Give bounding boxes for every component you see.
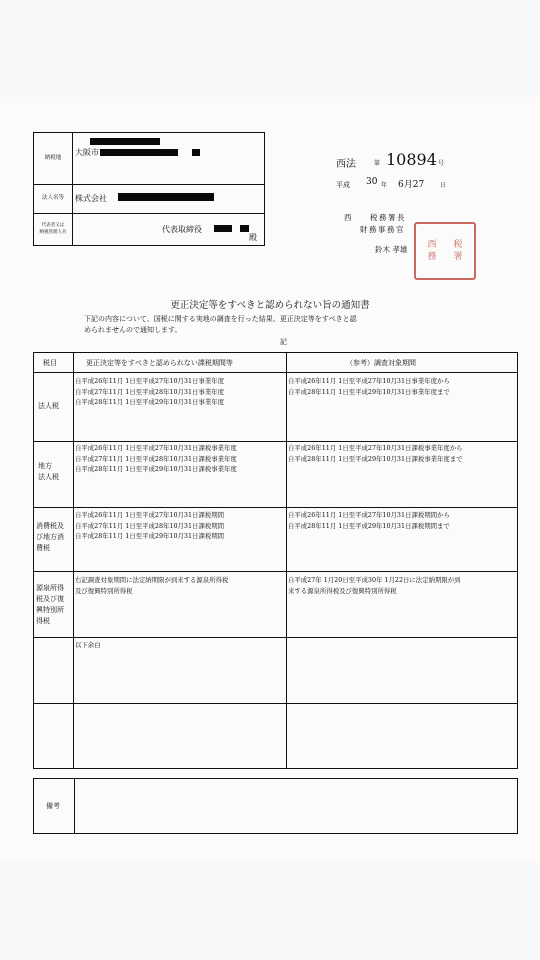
redaction-bar	[90, 138, 160, 145]
seal-char: 署	[453, 252, 463, 262]
period-cell: 自平成26年11月 1日至平成27年10月31日事業年度 自平成27年11月 1日至平成28年10月31日事業年度 自平成28年11月 1日至平成29年10月31日事業年度	[75, 377, 225, 406]
date-era: 平成	[336, 181, 350, 189]
name-row	[34, 184, 264, 214]
date-day-suffix: 日	[440, 182, 447, 189]
official-seal	[414, 222, 476, 280]
intro-line: められませんので通知します。	[84, 326, 182, 334]
honorific: 殿	[249, 233, 257, 242]
tax-item-label: 源泉所得 税及び復 興特別所 得税	[36, 584, 64, 625]
row-divider	[34, 372, 517, 373]
tax-period-table	[33, 352, 518, 769]
column-divider	[74, 779, 75, 833]
address-row	[34, 133, 264, 185]
row-divider	[34, 703, 517, 704]
redaction-bar	[214, 225, 232, 232]
redaction-bar	[192, 149, 200, 156]
document-title: 更正決定等をすべきと認められない旨の通知書	[170, 300, 370, 311]
date-year-suffix: 年	[381, 182, 388, 189]
name-label: 法人名等	[34, 184, 73, 213]
tax-item-label: 消費税及 び地方消 費税	[36, 522, 64, 552]
period-cell: 自平成26年11月 1日至平成27年10月31日課税事業年度 自平成27年11月 1日至平成28年10月31日課税事業年度 自平成28年11月 1日至平成29年10月31日課税事業年度	[75, 444, 237, 473]
ki-marker: 記	[280, 338, 287, 346]
period-cell: 自平成26年11月 1日至平成27年10月31日課税期間 自平成27年11月 1日至平成28年10月31日課税期間 自平成28年11月 1日至平成29年10月31日課税期間	[75, 511, 225, 540]
bottom-bar	[0, 862, 540, 960]
taxpayer-box	[33, 132, 265, 246]
seal-char: 務	[427, 252, 437, 262]
remarks-label: 備考	[46, 802, 60, 810]
official-name: 鈴木 孝雄	[375, 245, 408, 254]
row-divider	[34, 637, 517, 638]
document-number: 10894	[386, 150, 437, 169]
row-divider	[34, 441, 517, 442]
remarks-box	[33, 778, 518, 834]
number-suffix: 号	[438, 160, 445, 167]
official-title: 財務事務官	[360, 225, 405, 234]
header-survey: （参考）調査対象期間	[346, 359, 416, 367]
survey-cell: 自平成26年11月 1日至平成27年10月31日課税事業年度から 自平成28年11月 1日至平成29年10月31日課税事業年度まで	[288, 444, 463, 463]
survey-cell: 自平成26年11月 1日至平成27年10月31日事業年度から 自平成28年11月 1日至平成29年10月31日事業年度まで	[288, 377, 450, 396]
company-name: 株式会社	[75, 194, 107, 203]
survey-cell: 自平成26年11月 1日至平成27年10月31日課税期間から 自平成28年11月 1日至平成29年10月31日課税期間まで	[288, 511, 450, 530]
office-prefix: 西法	[336, 159, 356, 170]
tax-item-label: 地方 法人税	[38, 462, 59, 481]
representative-title: 代表取締役	[162, 225, 202, 234]
date-month-day: 6月27	[398, 180, 425, 190]
column-divider	[286, 353, 287, 768]
address-value: 大阪市	[75, 148, 99, 157]
survey-cell: 自平成27年 1月20日至平成30年 1月22日に法定納期限が到 来する源泉所得税及び復興特別所得税	[288, 576, 461, 595]
top-bar	[0, 0, 540, 97]
tax-item-label: 法人税	[38, 402, 59, 410]
redaction-bar	[240, 225, 249, 232]
number-prefix: 第	[374, 160, 381, 167]
date-year: 30	[366, 177, 378, 187]
redaction-bar	[100, 149, 178, 156]
intro-line: 下記の内容について、国税に関する実地の調査を行った結果、更正決定等をすべきと認	[84, 315, 357, 323]
redaction-bar	[118, 193, 214, 201]
office-name: 西	[344, 213, 352, 222]
representative-label: 代表者又は 納税管理人名	[34, 213, 73, 245]
header-tax-item: 税目	[43, 359, 57, 367]
row-divider	[34, 571, 517, 572]
seal-char: 西	[427, 240, 437, 250]
period-cell: 以下余白	[75, 641, 101, 649]
address-label: 納税地	[34, 133, 73, 184]
column-divider	[73, 353, 74, 768]
header-period: 更正決定等をすべきと認められない課税期間等	[86, 359, 233, 367]
period-cell: 右記調査対象期間に法定納期限が到来する源泉所得税 及び復興特別所得税	[75, 576, 229, 595]
representative-row	[34, 213, 264, 245]
intro-text	[84, 314, 474, 336]
row-divider	[34, 507, 517, 508]
seal-char: 税	[453, 240, 463, 250]
office-head-title: 税務署長	[370, 213, 406, 222]
